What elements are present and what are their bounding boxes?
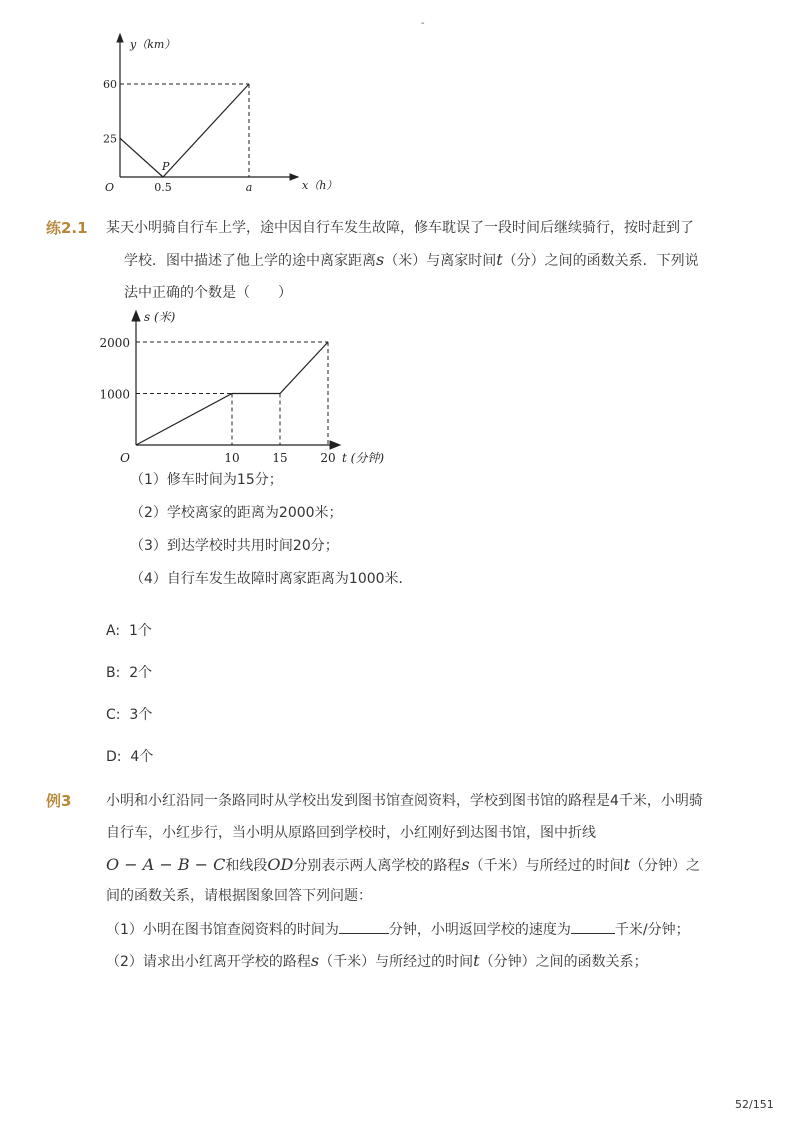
option-d[interactable] <box>106 747 153 767</box>
ex3-line3: O − A − B − C和线段OD分别表示两人离学校的路程s（千米）与所经过的时间t（分钟）之 <box>106 855 701 874</box>
option-a[interactable] <box>106 621 152 641</box>
ex21-line1: 某天小明骑自行车上学，途中因自行车发生故障，修车耽误了一段时间后继续骑行，按时赶到了 <box>106 220 694 236</box>
series-line <box>120 84 249 177</box>
y-tick-label: 25 <box>103 132 117 146</box>
x-tick-label: 15 <box>272 451 288 465</box>
ex3-line1: 小明和小红沿同一条路同时从学校出发到图书馆查阅资料，学校到图书馆的路程是4千米，小明骑 <box>106 793 703 809</box>
x-axis-arrow <box>330 441 340 449</box>
chart1-figure <box>103 30 338 200</box>
answer-blank-1[interactable] <box>339 919 389 934</box>
answer-blank-2[interactable] <box>571 919 615 934</box>
ex3-line4: 间的函数关系，请根据图象回答下列问题： <box>106 888 372 904</box>
page-number: 52/151 <box>735 1098 774 1111</box>
statement-3: （3）到达学校时共用时间20分； <box>130 538 339 554</box>
origin-label: O <box>104 181 114 194</box>
ex3-question-1: （1）小明在图书馆查阅资料的时间为 分钟，小明返回学校的速度为 千米/分钟； <box>106 919 690 940</box>
option-c[interactable] <box>106 705 152 725</box>
chart2-figure <box>100 305 400 470</box>
y-axis-label: s (米) <box>144 310 176 324</box>
x-tick-label: 0.5 <box>154 181 172 194</box>
x-tick-label: a <box>245 181 253 194</box>
statement-4: （4）自行车发生故障时离家距离为1000米． <box>130 571 413 587</box>
x-tick-label: 10 <box>224 451 240 465</box>
option-key: D: <box>106 749 122 765</box>
ex21-line2: 学校．图中描述了他上学的途中离家距离s（米）与离家时间t（分）之间的函数关系．下列说 <box>124 250 699 269</box>
ex21-line3: 法中正确的个数是（ ） <box>124 285 292 301</box>
option-key: B: <box>106 665 121 681</box>
option-text: 2个 <box>129 665 153 681</box>
y-tick-label: 60 <box>103 78 117 91</box>
option-text: 3个 <box>129 707 153 723</box>
example-label: 例3 <box>46 792 72 810</box>
statement-1: （1）修车时间为15分； <box>130 472 283 488</box>
option-text: 1个 <box>128 623 152 639</box>
x-axis-label: x（h） <box>302 179 338 192</box>
x-tick-label: 20 <box>320 451 336 465</box>
point-label: P <box>162 160 170 173</box>
ex3-question-2: （2）请求出小红离开学校的路程s（千米）与所经过的时间t（分钟）之间的函数关系； <box>106 951 648 970</box>
origin-label: O <box>120 451 130 465</box>
y-axis-label: y（km） <box>130 38 176 51</box>
statement-2: （2）学校离家的距离为2000米； <box>130 505 343 521</box>
path-expression: O − A − B − C <box>106 855 226 874</box>
y-tick-label: 1000 <box>99 387 130 402</box>
option-text: 4个 <box>130 749 154 765</box>
y-tick-label: 2000 <box>99 336 130 350</box>
ex3-line2: 自行车，小红步行，当小明从原路回到学校时，小红刚好到达图书馆，图中折线 <box>106 825 596 841</box>
option-key: C: <box>106 707 121 723</box>
option-b[interactable] <box>106 663 152 683</box>
option-key: A: <box>106 623 121 639</box>
exercise-label: 练2.1 <box>46 219 88 237</box>
x-axis-arrow <box>290 174 298 180</box>
y-axis-arrow <box>132 311 140 321</box>
x-axis-label: t (分钟) <box>342 451 385 465</box>
y-axis-arrow <box>117 34 123 42</box>
top-mark: - <box>421 18 425 29</box>
